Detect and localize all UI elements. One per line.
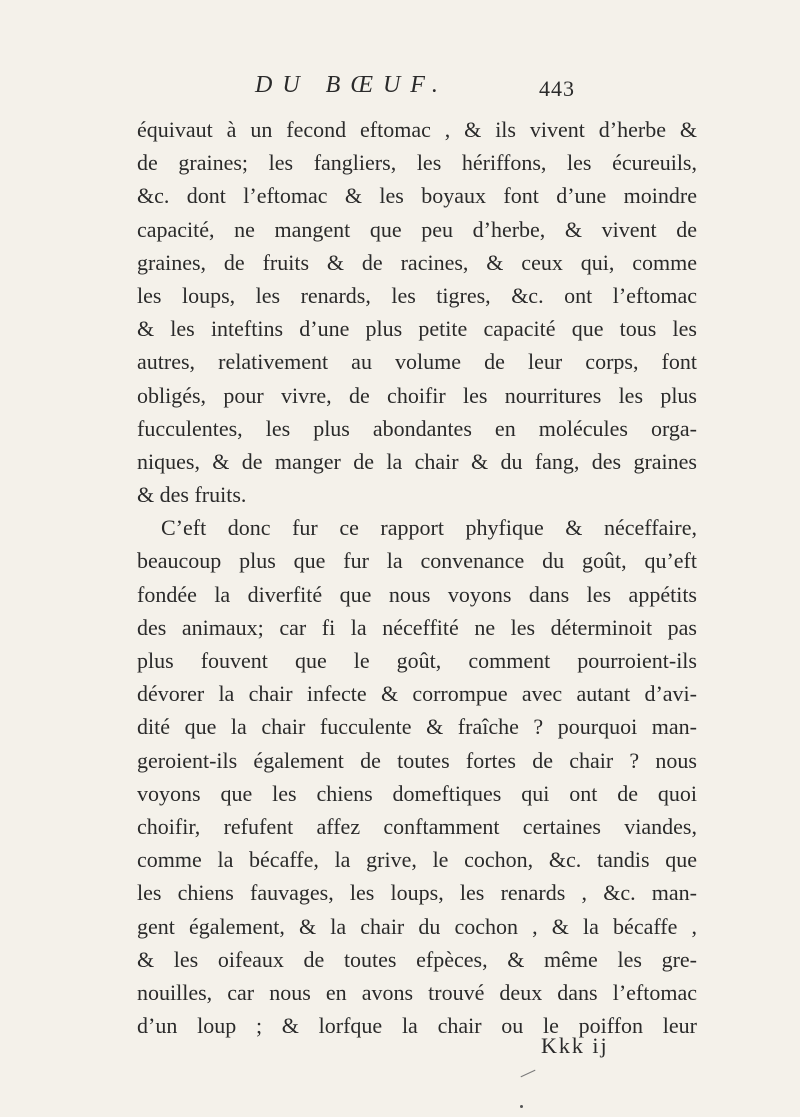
page-header	[255, 72, 575, 106]
ink-mark	[521, 1070, 536, 1078]
text-line: des animaux; car fi la néceffité ne les déterminoit pas	[137, 614, 697, 640]
paragraph-start-line: C’eft donc fur ce rapport phyfique & néceffaire,	[161, 515, 697, 541]
text-line: niques, & de manger de la chair & du fang, des graines	[137, 448, 697, 474]
text-line: les loups, les renards, les tigres, &c. ont l’eftomac	[137, 282, 697, 308]
page-number: 443	[539, 76, 575, 101]
text-line: de graines; les fangliers, les hériffons, les écureuils,	[137, 150, 697, 176]
ink-dot	[520, 1105, 523, 1108]
text-line: comme la bécaffe, la grive, le cochon, &c. tandis que	[137, 847, 697, 873]
text-line: équivaut à un fecond eftomac , & ils vivent d’herbe &	[137, 117, 697, 142]
text-line: autres, relativement au volume de leur corps, font	[137, 349, 697, 375]
text-line: choifir, refufent affez conftamment certaines viandes,	[137, 813, 697, 839]
text-line: & des fruits.	[137, 482, 247, 508]
text-line: d’un loup ; & lorfque la chair ou le poiffon leur	[137, 1013, 697, 1039]
text-line: & les inteftins d’une plus petite capacité que tous les	[137, 316, 697, 342]
text-line: fondée la diverfité que nous voyons dans les appétits	[137, 581, 697, 607]
text-line: &c. dont l’eftomac & les boyaux font d’une moindre	[137, 183, 697, 209]
text-line: capacité, ne mangent que peu d’herbe, & vivent de	[137, 216, 697, 242]
text-line: les chiens fauvages, les loups, les renards , &c. man-	[137, 880, 697, 906]
text-line: gent également, & la chair du cochon , & la bécaffe ,	[137, 913, 697, 939]
text-line: beaucoup plus que fur la convenance du goût, qu’eft	[137, 548, 697, 574]
text-line: dité que la chair fucculente & fraîche ? pourquoi man-	[137, 714, 697, 740]
text-line: graines, de fruits & de racines, & ceux qui, comme	[137, 249, 697, 275]
body-text	[137, 113, 697, 1042]
text-line: nouilles, car nous en avons trouvé deux dans l’eftomac	[137, 979, 697, 1005]
text-line: voyons que les chiens domeftiques qui ont de quoi	[137, 780, 697, 806]
text-line: fucculentes, les plus abondantes en molécules orga-	[137, 415, 697, 441]
running-title: DU BŒUF.	[255, 72, 448, 98]
text-line: & les oifeaux de toutes efpèces, & même les gre-	[137, 946, 697, 972]
text-line: dévorer la chair infecte & corrompue avec autant d’avi-	[137, 681, 697, 707]
text-line: plus fouvent que le goût, comment pourroient-ils	[137, 648, 697, 673]
signature-mark: Kkk ij	[541, 1033, 609, 1058]
text-line: obligés, pour vivre, de choifir les nourritures les plus	[137, 382, 697, 408]
text-line: geroient-ils également de toutes fortes de chair ? nous	[137, 747, 697, 773]
